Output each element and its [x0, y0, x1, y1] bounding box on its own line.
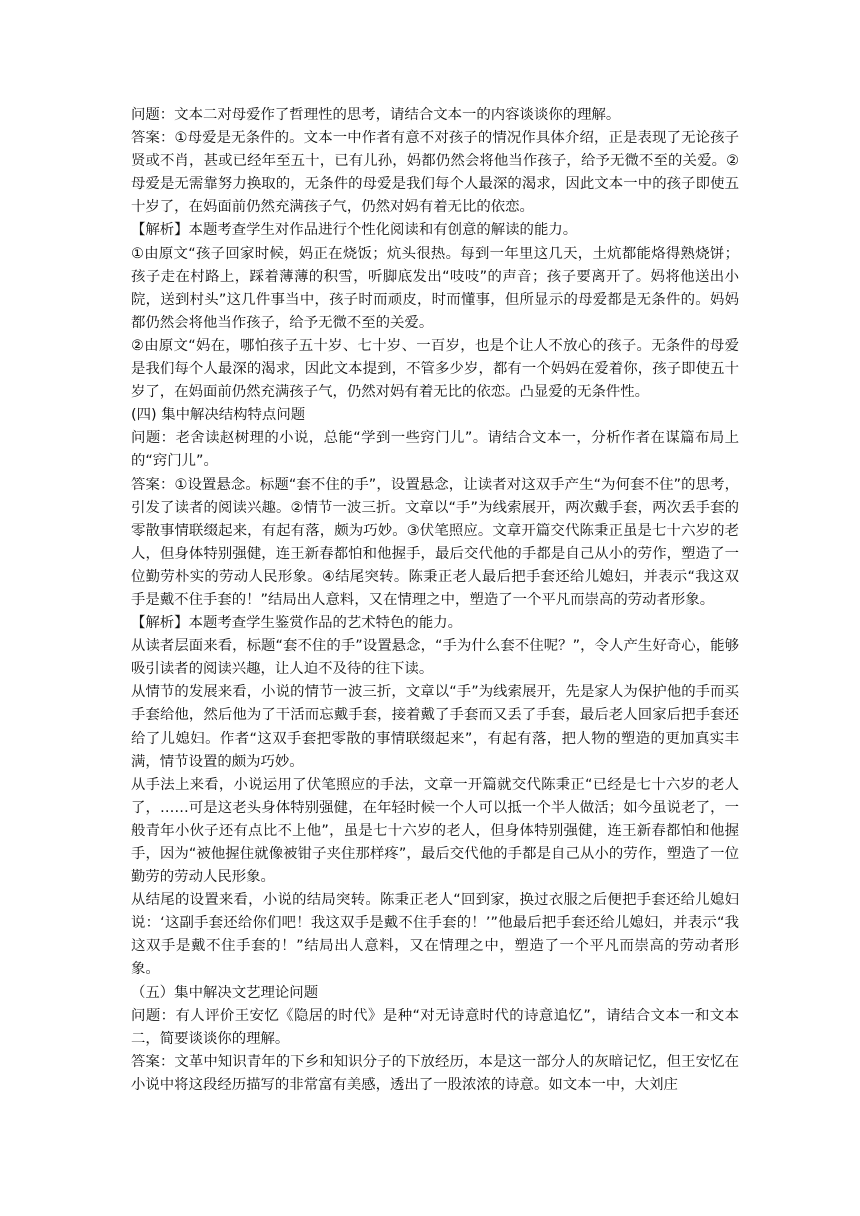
question-paragraph: 问题：有人评价王安忆《隐居的时代》是种“对无诗意时代的诗意追忆”，请结合文本一和文本二，简要谈谈你的理解。: [131, 1007, 739, 1047]
section-heading: (四) 集中解决结构特点问题: [131, 407, 306, 424]
analysis-point-paragraph: 从情节的发展来看，小说的情节一波三折，文章以“手”为线索展开，先是家人为保护他的手而买手套给他，然后他为了干活而忘戴手套，接着戴了手套而又丢了手套，最后老人回家后把手套还给了儿媳妇。作者“这双手套把零散的事情联缀起来”，有起有落，把人物的塑造的更加真实丰满，情节设置的颇为巧妙。: [131, 684, 739, 770]
analysis-point-paragraph: ①由原文“孩子回家时候，妈正在烧饭；炕头很热。每到一年里这几天，土炕都能烙得熟烧饼；孩子走在村路上，踩着薄薄的积雪，听脚底发出“吱吱”的声音；孩子要离开了。妈将他送出小院，送到村头”这几件事当中，孩子时而顽皮，时而懂事，但所显示的母爱都是无条件的。妈妈都仍然会将他当作孩子，给予无微不至的关爱。: [131, 245, 739, 331]
question-paragraph: 问题：老舍读赵树理的小说，总能“学到一些窍门儿”。请结合文本一，分析作者在谋篇布局上的“窍门儿”。: [131, 430, 739, 470]
question-paragraph: 问题：文本二对母爱作了哲理性的思考，请结合文本一的内容谈谈你的理解。: [131, 107, 621, 123]
analysis-point-paragraph: 从手法上来看，小说运用了伏笔照应的手法，文章一开篇就交代陈秉正“已经是七十六岁的老人了，……可是这老头身体特别强健，在年轻时候一个人可以抵一个半人做活；如今虽说老了，一般青年小伙子还有点比不上他”，虽是七十六岁的老人，但身体特别强健，连王新春都怕和他握手，因为“被他握住就像被钳子夹住那样疼”，最后交代他的手都是自己从小的劳作，塑造了一位勤劳的劳动人民形象。: [131, 776, 739, 886]
analysis-heading-paragraph: 【解析】本题考查学生鉴赏作品的艺术特色的能力。: [131, 615, 462, 632]
answer-paragraph: 答案：①母爱是无条件的。文本一中作者有意不对孩子的情况作具体介绍，正是表现了无论孩子贤或不肖，甚或已经年至五十，已有儿孙，妈都仍然会将他当作孩子，给予无微不至的关爱。②母爱是无需靠努力换取的，无条件的母爱是我们每个人最深的渴求，因此文本一中的孩子即使五十岁了，在妈面前仍然充满孩子气，仍然对妈有着无比的依恋。: [131, 130, 739, 216]
answer-paragraph: 答案：文革中知识青年的下乡和知识分子的下放经历，本是这一部分人的灰暗记忆，但王安忆在小说中将这段经历描写的非常富有美感，透出了一股浓浓的诗意。如文本一中，大刘庄: [131, 1053, 739, 1093]
answer-paragraph: 答案：①设置悬念。标题“套不住的手”，设置悬念，让读者对这双手产生“为何套不住”的思考，引发了读者的阅读兴趣。②情节一波三折。文章以“手”为线索展开，两次戴手套，两次丢手套的零散事情联缀起来，有起有落，颇为巧妙。③伏笔照应。文章开篇交代陈秉正虽是七十六岁的老人，但身体特别强健，连王新春都怕和他握手，最后交代他的手都是自己从小的劳作，塑造了一位勤劳朴实的劳动人民形象。④结尾突转。陈秉正老人最后把手套还给儿媳妇，并表示“我这双手是戴不住手套的！”结局出人意料，又在情理之中，塑造了一个平凡而崇高的劳动者形象。: [131, 476, 739, 608]
analysis-point-paragraph: ②由原文“妈在，哪怕孩子五十岁、七十岁、一百岁，也是个让人不放心的孩子。无条件的母爱是我们每个人最深的渴求，因此文本提到，不管多少岁，都有一个妈妈在爱着你，孩子即使五十岁了，在妈面前仍然充满孩子气，仍然对妈有着无比的依恋。凸显爱的无条件性。: [131, 337, 739, 401]
document-page: [131, 104, 739, 1097]
analysis-point-paragraph: 从读者层面来看，标题“套不住的手”设置悬念，“手为什么套不住呢？”，令人产生好奇心，能够吸引读者的阅读兴趣，让人迫不及待的往下读。: [131, 638, 739, 678]
analysis-point-paragraph: 从结尾的设置来看，小说的结局突转。陈秉正老人“回到家，换过衣服之后便把手套还给儿媳妇说：‘这副手套还给你们吧！我这双手是戴不住手套的！’”他最后把手套还给儿媳妇，并表示“我这双手是戴不住手套的！”结局出人意料，又在情理之中，塑造了一个平凡而崇高的劳动者形象。: [131, 892, 739, 978]
analysis-heading-paragraph: 【解析】本题考查学生对作品进行个性化阅读和有创意的解读的能力。: [131, 222, 578, 239]
section-heading: （五）集中解决文艺理论问题: [131, 984, 319, 1001]
